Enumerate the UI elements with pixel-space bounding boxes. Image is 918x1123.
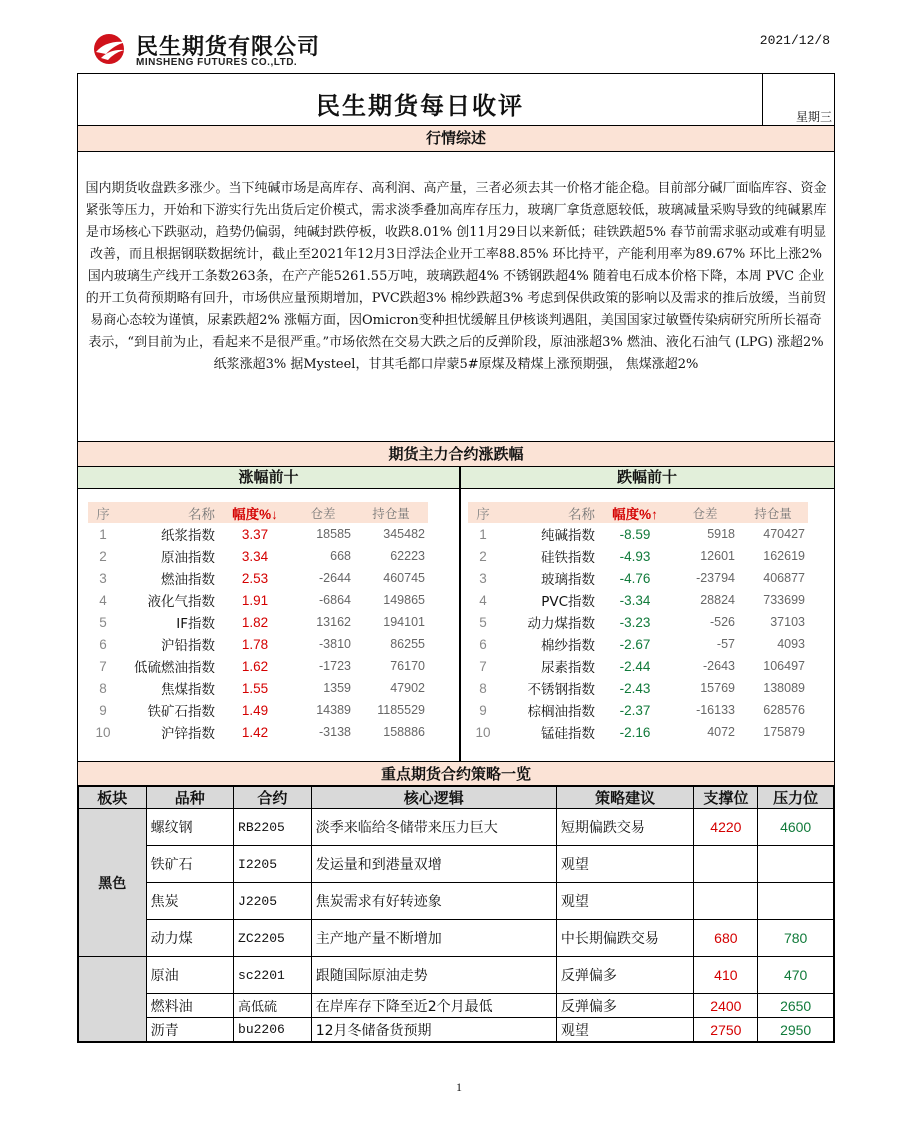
oi-change: 668 [330,549,351,563]
rank-number: 4 [479,592,487,608]
oi-change: -6864 [319,593,351,607]
sector-energy [79,957,147,1042]
report-date: 2021/12/8 [759,33,830,48]
contract-name: 焦煤指数 [161,682,215,698]
col-advice: 策略建议 [556,787,694,809]
gainers-table [88,502,428,743]
oi-change: 5918 [707,527,735,541]
contract-name: 液化气指数 [147,594,215,610]
contract-name: 棉纱指数 [541,638,595,654]
open-interest: 460745 [383,571,425,585]
core-logic: 焦炭需求有好转迹象 [311,883,556,920]
rank-number: 3 [99,570,107,586]
table-row [88,699,428,721]
resistance-level [758,883,834,920]
resistance-level: 2950 [758,1018,834,1042]
resistance-level: 2650 [758,994,834,1018]
open-interest: 470427 [763,527,805,541]
oi-change: -16133 [696,703,735,717]
rank-number: 6 [479,636,487,652]
oi-change: 1359 [323,681,351,695]
col-logic: 核心逻辑 [311,787,556,809]
change-percent: -4.76 [619,570,651,586]
variety: 沥青 [146,1018,233,1042]
support-level: 2400 [694,994,758,1018]
losers-table [468,502,808,743]
col-support: 支撑位 [694,787,758,809]
strategy-advice: 短期偏跌交易 [556,809,694,846]
table-row [468,523,808,545]
table-row [468,721,808,743]
company-logo [92,30,372,72]
contract-name: 动力煤指数 [527,616,595,632]
col-oi: 持仓量 [354,502,428,523]
strategy-header-row [79,787,834,809]
rank-number: 2 [99,548,107,564]
table-row [468,611,808,633]
open-interest: 86255 [390,637,425,651]
change-percent: 3.37 [241,526,269,542]
col-pct: 幅度%↑ [598,502,672,523]
support-level: 680 [694,920,758,957]
oi-change: 15769 [700,681,735,695]
core-logic: 发运量和到港量双增 [311,846,556,883]
ranking-heading: 期货主力合约涨跌幅 [78,441,834,467]
open-interest: 47902 [390,681,425,695]
contract-code: J2205 [234,883,312,920]
change-percent: -3.23 [619,614,651,630]
col-pct: 幅度%↓ [218,502,292,523]
table-row [88,721,428,743]
oi-change: 12601 [700,549,735,563]
change-percent: 1.62 [241,658,269,674]
rank-number: 1 [479,526,487,542]
open-interest: 733699 [763,593,805,607]
strategy-advice: 观望 [556,846,694,883]
rank-number: 8 [99,680,107,696]
col-oi-change: 仓差 [672,502,738,523]
col-name: 名称 [118,502,218,523]
weekday: 星期三 [795,110,832,124]
contract-code: 高低硫 [234,994,312,1018]
oi-change: 28824 [700,593,735,607]
variety: 铁矿石 [146,846,233,883]
open-interest: 4093 [777,637,805,651]
support-level: 4220 [694,809,758,846]
strategy-advice: 反弹偏多 [556,957,694,994]
oi-change: 14389 [316,703,351,717]
col-rank: 序 [88,502,118,523]
strategy-table [78,786,834,1042]
variety: 焦炭 [146,883,233,920]
contract-name: 硅铁指数 [541,550,595,566]
rank-number: 8 [479,680,487,696]
open-interest: 106497 [763,659,805,673]
rank-number: 10 [95,724,111,740]
ranking-divider [459,467,461,761]
table-row [79,846,834,883]
open-interest: 62223 [390,549,425,563]
change-percent: -3.34 [619,592,651,608]
table-row [79,883,834,920]
table-row [79,920,834,957]
page-number: 1 [456,1080,462,1094]
strategy-advice: 观望 [556,883,694,920]
table-row [468,677,808,699]
resistance-level [758,846,834,883]
oi-change: -1723 [319,659,351,673]
change-percent: 1.55 [241,680,269,696]
col-name: 名称 [498,502,598,523]
contract-name: 锰硅指数 [541,726,595,742]
change-percent: -2.16 [619,724,651,740]
contract-code: sc2201 [234,957,312,994]
support-level: 410 [694,957,758,994]
overview-text: 国内期货收盘跌多涨少。当下纯碱市场是高库存、高利润、高产量，三者必须去其一价格才能企稳。目前部分碱厂面临库容、资金紧张等压力，开始和下游实行先出货后定价模式，需求淡季叠加高库存压力，玻璃厂拿货意愿较低，玻璃减量采购导致的纯碱累库是市场核心下跌驱动，趋势仍偏弱，纯碱封跌停板，收跌8.01% 创11月29日以来新低；硅铁跌超5% 春节前需求驱动或难有明显改善，而且根据钢联数据统计，截止至2021年12月3日浮法企业开工率88.85% 环比持平，产能利用率为89.67% 环比上涨2% 国内玻璃生产线开工条数263条，在产产能5261.55万吨，玻璃跌超4% 不锈钢跌超4% 随着电石成本价格下降，本周 PVC 企业的开工负荷预期略有回升，市场供应量预期增加，PVC跌超3% 棉纱跌超3% 考虑到保供政策的影响以及需求的推后放缓，当前贸易商心态较为谨慎，尿素跌超2% 涨幅方面，因Omicron变种担忧缓解且伊核谈判遇阻，美国国家过敏暨传染病研究所所长福奇表示，“到目前为止，看起来不是很严重。”市场依然在交易大跌之后的反弹阶段，原油涨超3% 燃油、液化石油气 (LPG) 涨超2% 纸浆涨超3% 据Mysteel，甘其毛都口岸蒙5#原煤及精煤上涨预期强， 焦煤涨超2% [85,181,827,372]
open-interest: 149865 [383,593,425,607]
table-row [468,655,808,677]
contract-name: 纸浆指数 [161,528,215,544]
change-percent: -2.44 [619,658,651,674]
change-percent: 1.49 [241,702,269,718]
open-interest: 194101 [383,615,425,629]
change-percent: 1.42 [241,724,269,740]
rank-number: 5 [479,614,487,630]
change-percent: 1.91 [241,592,269,608]
oi-change: 13162 [316,615,351,629]
open-interest: 1185529 [377,703,425,717]
change-percent: -2.37 [619,702,651,718]
contract-name: 低硫燃油指数 [134,660,215,676]
col-contract: 合约 [234,787,312,809]
sector-black: 黑色 [79,809,147,957]
table-row [88,545,428,567]
strategy-advice: 反弹偏多 [556,994,694,1018]
resistance-level: 470 [758,957,834,994]
open-interest: 37103 [770,615,805,629]
rank-number: 4 [99,592,107,608]
rank-number: 1 [99,526,107,542]
contract-name: 棕榈油指数 [527,704,595,720]
strategy-advice: 中长期偏跌交易 [556,920,694,957]
contract-name: 纯碱指数 [541,528,595,544]
open-interest: 628576 [763,703,805,717]
variety: 原油 [146,957,233,994]
col-sector: 板块 [79,787,147,809]
open-interest: 162619 [763,549,805,563]
contract-name: 玻璃指数 [541,572,595,588]
rank-number: 9 [99,702,107,718]
contract-code: RB2205 [234,809,312,846]
col-variety: 品种 [146,787,233,809]
table-row [79,994,834,1018]
core-logic: 淡季来临给冬储带来压力巨大 [311,809,556,846]
rank-number: 5 [99,614,107,630]
change-percent: -8.59 [619,526,651,542]
rank-number: 7 [99,658,107,674]
open-interest: 175879 [763,725,805,739]
oi-change: -3810 [319,637,351,651]
change-percent: -2.67 [619,636,651,652]
table-row [88,655,428,677]
open-interest: 345482 [383,527,425,541]
contract-name: 尿素指数 [541,660,595,676]
contract-name: 铁矿石指数 [147,704,215,720]
contract-name: IF指数 [176,616,215,632]
rank-number: 7 [479,658,487,674]
sort-arrow-icon: ↑ [651,506,658,522]
table-row [88,589,428,611]
change-percent: 3.34 [241,548,269,564]
oi-change: -526 [709,615,735,629]
table-row [88,567,428,589]
change-percent: 1.78 [241,636,269,652]
contract-name: PVC指数 [541,594,595,610]
table-row [468,589,808,611]
losers-header-row [468,502,808,523]
table-row [79,957,834,994]
rank-number: 10 [475,724,491,740]
table-row [79,1018,834,1042]
oi-change: -3138 [319,725,351,739]
core-logic: 12月冬储备货预期 [311,1018,556,1042]
title-row [78,74,834,126]
minsheng-logo-icon [92,32,130,66]
contract-code: I2205 [234,846,312,883]
contract-name: 不锈钢指数 [527,682,595,698]
company-name-en: MINSHENG FUTURES CO.,LTD. [136,57,298,68]
oi-change: -57 [716,637,735,651]
oi-change: 18585 [316,527,351,541]
sort-arrow-icon: ↓ [271,506,278,522]
strategy-advice: 观望 [556,1018,694,1042]
resistance-level: 780 [758,920,834,957]
table-row [468,699,808,721]
col-resistance: 压力位 [758,787,834,809]
report-frame [77,73,835,1043]
overview-heading: 行情综述 [78,126,834,152]
contract-name: 沪锌指数 [161,726,215,742]
col-rank: 序 [468,502,498,523]
company-name-cn: 民生期货有限公司 [136,35,321,60]
support-level [694,883,758,920]
change-percent: -2.43 [619,680,651,696]
col-oi-change: 仓差 [292,502,354,523]
table-row [468,633,808,655]
oi-change: -2643 [703,659,735,673]
contract-name: 沪铅指数 [161,638,215,654]
variety: 燃料油 [146,994,233,1018]
table-row [79,809,834,846]
rank-number: 3 [479,570,487,586]
core-logic: 主产地产量不断增加 [311,920,556,957]
oi-change: 4072 [707,725,735,739]
table-row [88,633,428,655]
core-logic: 跟随国际原油走势 [311,957,556,994]
table-row [88,611,428,633]
table-row [468,545,808,567]
strategy-heading: 重点期货合约策略一览 [78,761,834,786]
weekday-cell [762,74,834,126]
core-logic: 在岸库存下降至近2个月最低 [311,994,556,1018]
resistance-level: 4600 [758,809,834,846]
change-percent: -4.93 [619,548,651,564]
variety: 动力煤 [146,920,233,957]
rank-number: 9 [479,702,487,718]
contract-code: ZC2205 [234,920,312,957]
open-interest: 138089 [763,681,805,695]
open-interest: 158886 [383,725,425,739]
report-title: 民生期货每日收评 [316,92,524,120]
contract-name: 燃油指数 [161,572,215,588]
col-oi: 持仓量 [738,502,808,523]
table-row [468,567,808,589]
gainers-heading: 涨幅前十 [78,467,459,489]
oi-change: -2644 [319,571,351,585]
losers-heading: 跌幅前十 [460,467,834,489]
contract-code: bu2206 [234,1018,312,1042]
change-percent: 1.82 [241,614,269,630]
table-row [88,523,428,545]
rank-number: 2 [479,548,487,564]
gainers-header-row [88,502,428,523]
change-percent: 2.53 [241,570,269,586]
contract-name: 原油指数 [161,550,215,566]
variety: 螺纹钢 [146,809,233,846]
table-row [88,677,428,699]
support-level: 2750 [694,1018,758,1042]
open-interest: 76170 [390,659,425,673]
support-level [694,846,758,883]
rank-number: 6 [99,636,107,652]
open-interest: 406877 [763,571,805,585]
oi-change: -23794 [696,571,735,585]
